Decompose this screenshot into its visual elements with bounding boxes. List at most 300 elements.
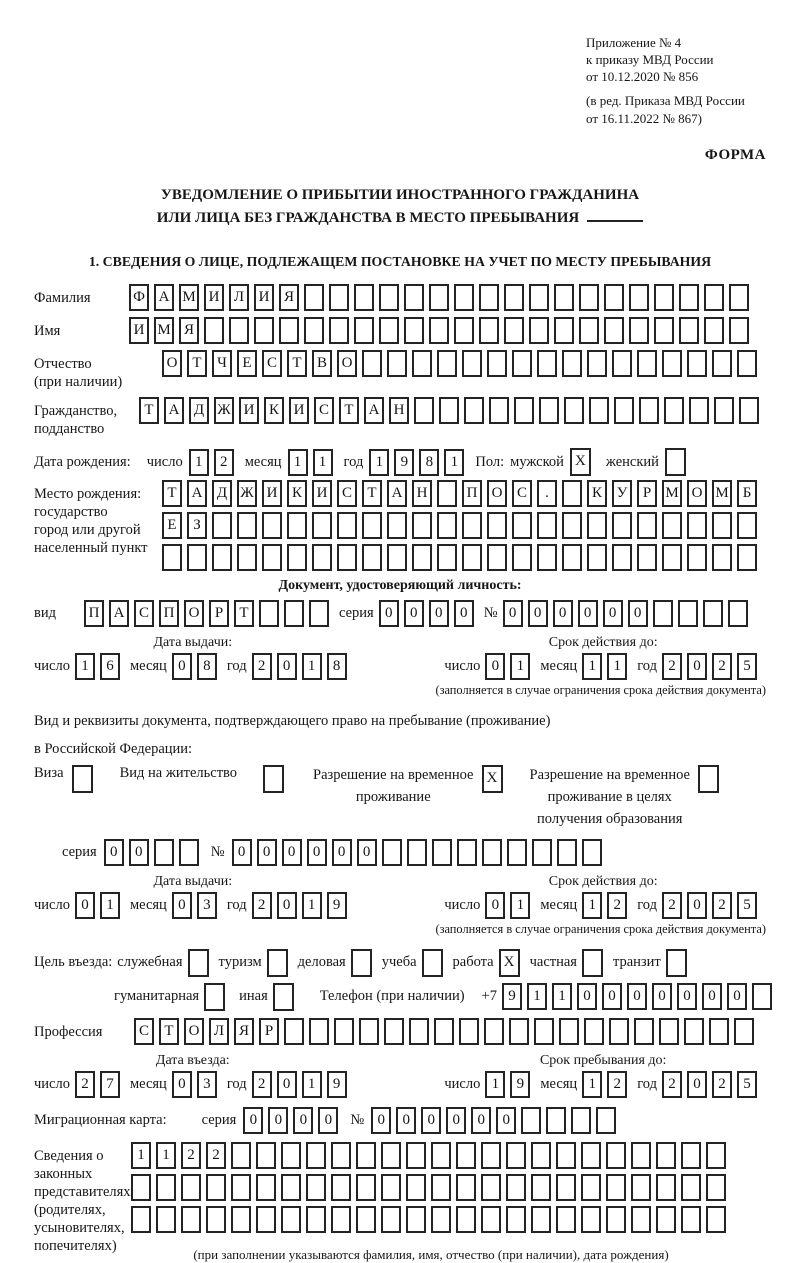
form-cell[interactable] xyxy=(431,1142,451,1169)
form-cell[interactable]: С xyxy=(262,350,282,377)
form-cell[interactable]: 2 xyxy=(607,1071,627,1098)
form-cell[interactable] xyxy=(684,1018,704,1045)
form-cell[interactable] xyxy=(379,284,399,311)
form-cell[interactable] xyxy=(431,1206,451,1233)
form-cell[interactable]: 8 xyxy=(419,449,439,476)
form-cell[interactable] xyxy=(331,1206,351,1233)
form-cell[interactable] xyxy=(362,350,382,377)
form-cell[interactable]: Т xyxy=(339,397,359,424)
form-cell[interactable] xyxy=(481,1206,501,1233)
form-cell[interactable]: К xyxy=(287,480,307,507)
form-cell[interactable]: 2 xyxy=(662,892,682,919)
form-cell[interactable]: А xyxy=(364,397,384,424)
form-cell[interactable] xyxy=(539,397,559,424)
form-cell[interactable] xyxy=(309,1018,329,1045)
form-cell[interactable]: 0 xyxy=(687,653,707,680)
form-cell[interactable]: Р xyxy=(637,480,657,507)
form-cell[interactable] xyxy=(596,1107,616,1134)
form-cell[interactable] xyxy=(432,839,452,866)
form-cell[interactable]: 1 xyxy=(552,983,572,1010)
form-cell[interactable]: А xyxy=(164,397,184,424)
form-cell[interactable] xyxy=(407,839,427,866)
form-cell[interactable] xyxy=(704,317,724,344)
form-cell[interactable] xyxy=(387,350,407,377)
form-cell[interactable] xyxy=(679,317,699,344)
form-cell[interactable]: 0 xyxy=(277,892,297,919)
form-cell[interactable] xyxy=(662,544,682,571)
checkbox-cell[interactable] xyxy=(273,983,294,1011)
form-cell[interactable] xyxy=(464,397,484,424)
form-cell[interactable]: Т xyxy=(187,350,207,377)
form-cell[interactable] xyxy=(604,317,624,344)
form-cell[interactable] xyxy=(204,317,224,344)
form-cell[interactable] xyxy=(306,1142,326,1169)
form-cell[interactable]: Л xyxy=(229,284,249,311)
form-cell[interactable]: С xyxy=(134,1018,154,1045)
form-cell[interactable]: 0 xyxy=(257,839,277,866)
form-cell[interactable] xyxy=(579,317,599,344)
form-cell[interactable] xyxy=(506,1142,526,1169)
form-cell[interactable] xyxy=(509,1018,529,1045)
form-cell[interactable] xyxy=(406,1142,426,1169)
form-cell[interactable]: Д xyxy=(212,480,232,507)
form-cell[interactable] xyxy=(414,397,434,424)
form-cell[interactable]: 1 xyxy=(288,449,308,476)
form-cell[interactable] xyxy=(312,512,332,539)
form-cell[interactable]: Т xyxy=(162,480,182,507)
form-cell[interactable] xyxy=(737,350,757,377)
checkbox-cell[interactable] xyxy=(698,765,719,793)
form-cell[interactable] xyxy=(406,1174,426,1201)
form-cell[interactable]: 9 xyxy=(327,1071,347,1098)
form-cell[interactable]: И xyxy=(289,397,309,424)
form-cell[interactable] xyxy=(181,1174,201,1201)
form-cell[interactable] xyxy=(404,317,424,344)
form-cell[interactable]: А xyxy=(187,480,207,507)
form-cell[interactable] xyxy=(181,1206,201,1233)
form-cell[interactable] xyxy=(439,397,459,424)
form-cell[interactable] xyxy=(681,1142,701,1169)
form-cell[interactable] xyxy=(664,397,684,424)
form-cell[interactable] xyxy=(279,317,299,344)
form-cell[interactable]: Е xyxy=(237,350,257,377)
form-cell[interactable] xyxy=(434,1018,454,1045)
form-cell[interactable]: 0 xyxy=(129,839,149,866)
form-cell[interactable] xyxy=(564,397,584,424)
form-cell[interactable]: 0 xyxy=(603,600,623,627)
form-cell[interactable] xyxy=(454,317,474,344)
form-cell[interactable] xyxy=(739,397,759,424)
form-cell[interactable]: Ж xyxy=(214,397,234,424)
form-cell[interactable] xyxy=(556,1174,576,1201)
form-cell[interactable] xyxy=(206,1206,226,1233)
form-cell[interactable]: 2 xyxy=(712,653,732,680)
form-cell[interactable] xyxy=(387,512,407,539)
form-cell[interactable]: 1 xyxy=(510,653,530,680)
form-cell[interactable] xyxy=(384,1018,404,1045)
form-cell[interactable] xyxy=(479,317,499,344)
form-cell[interactable]: 1 xyxy=(510,892,530,919)
form-cell[interactable] xyxy=(404,284,424,311)
form-cell[interactable]: 1 xyxy=(302,653,322,680)
checkbox-cell[interactable] xyxy=(72,765,93,793)
form-cell[interactable]: 2 xyxy=(252,1071,272,1098)
form-cell[interactable]: 3 xyxy=(197,1071,217,1098)
form-cell[interactable] xyxy=(156,1174,176,1201)
form-cell[interactable] xyxy=(634,1018,654,1045)
form-cell[interactable] xyxy=(629,284,649,311)
form-cell[interactable]: 0 xyxy=(446,1107,466,1134)
form-cell[interactable] xyxy=(687,512,707,539)
form-cell[interactable] xyxy=(589,397,609,424)
form-cell[interactable] xyxy=(679,284,699,311)
form-cell[interactable] xyxy=(331,1174,351,1201)
form-cell[interactable] xyxy=(284,600,304,627)
form-cell[interactable]: 1 xyxy=(100,892,120,919)
form-cell[interactable] xyxy=(256,1174,276,1201)
form-cell[interactable] xyxy=(359,1018,379,1045)
form-cell[interactable] xyxy=(504,317,524,344)
form-cell[interactable] xyxy=(606,1174,626,1201)
form-cell[interactable] xyxy=(481,1174,501,1201)
form-cell[interactable] xyxy=(287,512,307,539)
form-cell[interactable]: 2 xyxy=(607,892,627,919)
form-cell[interactable] xyxy=(454,284,474,311)
form-cell[interactable] xyxy=(154,839,174,866)
form-cell[interactable]: 1 xyxy=(582,1071,602,1098)
form-cell[interactable]: 0 xyxy=(293,1107,313,1134)
form-cell[interactable] xyxy=(406,1206,426,1233)
form-cell[interactable] xyxy=(487,544,507,571)
form-cell[interactable] xyxy=(429,317,449,344)
form-cell[interactable] xyxy=(584,1018,604,1045)
form-cell[interactable] xyxy=(506,1174,526,1201)
form-cell[interactable]: З xyxy=(187,512,207,539)
form-cell[interactable]: Т xyxy=(159,1018,179,1045)
form-cell[interactable] xyxy=(437,480,457,507)
form-cell[interactable]: 0 xyxy=(485,653,505,680)
form-cell[interactable] xyxy=(437,544,457,571)
form-cell[interactable]: 0 xyxy=(404,600,424,627)
form-cell[interactable]: Д xyxy=(189,397,209,424)
form-cell[interactable] xyxy=(614,397,634,424)
form-cell[interactable]: П xyxy=(84,600,104,627)
form-cell[interactable] xyxy=(512,512,532,539)
form-cell[interactable] xyxy=(529,317,549,344)
form-cell[interactable] xyxy=(489,397,509,424)
form-cell[interactable] xyxy=(604,284,624,311)
form-cell[interactable] xyxy=(281,1206,301,1233)
form-cell[interactable]: А xyxy=(109,600,129,627)
form-cell[interactable]: 0 xyxy=(104,839,124,866)
form-cell[interactable] xyxy=(537,512,557,539)
form-cell[interactable] xyxy=(752,983,772,1010)
form-cell[interactable]: 2 xyxy=(712,892,732,919)
form-cell[interactable]: 5 xyxy=(737,892,757,919)
form-cell[interactable] xyxy=(354,317,374,344)
form-cell[interactable] xyxy=(287,544,307,571)
form-cell[interactable]: 9 xyxy=(394,449,414,476)
form-cell[interactable]: Т xyxy=(139,397,159,424)
form-cell[interactable]: 1 xyxy=(131,1142,151,1169)
checkbox-cell[interactable] xyxy=(665,448,686,476)
form-cell[interactable] xyxy=(656,1142,676,1169)
form-cell[interactable] xyxy=(587,350,607,377)
form-cell[interactable]: 1 xyxy=(302,1071,322,1098)
form-cell[interactable] xyxy=(556,1142,576,1169)
form-cell[interactable] xyxy=(281,1142,301,1169)
form-cell[interactable] xyxy=(256,1206,276,1233)
form-cell[interactable]: 2 xyxy=(75,1071,95,1098)
form-cell[interactable] xyxy=(462,350,482,377)
form-cell[interactable]: И xyxy=(239,397,259,424)
form-cell[interactable] xyxy=(331,1142,351,1169)
checkbox-cell[interactable]: X xyxy=(570,448,591,476)
form-cell[interactable] xyxy=(654,284,674,311)
form-cell[interactable]: У xyxy=(612,480,632,507)
form-cell[interactable]: 2 xyxy=(662,653,682,680)
form-cell[interactable]: 0 xyxy=(687,892,707,919)
form-cell[interactable] xyxy=(412,350,432,377)
form-cell[interactable]: 2 xyxy=(206,1142,226,1169)
form-cell[interactable]: Н xyxy=(412,480,432,507)
form-cell[interactable]: Н xyxy=(389,397,409,424)
form-cell[interactable] xyxy=(562,544,582,571)
form-cell[interactable]: 0 xyxy=(277,1071,297,1098)
form-cell[interactable] xyxy=(729,284,749,311)
form-cell[interactable]: 1 xyxy=(607,653,627,680)
form-cell[interactable] xyxy=(304,284,324,311)
form-cell[interactable]: 0 xyxy=(421,1107,441,1134)
form-cell[interactable] xyxy=(729,317,749,344)
form-cell[interactable] xyxy=(262,544,282,571)
form-cell[interactable]: О xyxy=(184,1018,204,1045)
form-cell[interactable] xyxy=(206,1174,226,1201)
form-cell[interactable] xyxy=(689,397,709,424)
form-cell[interactable] xyxy=(637,544,657,571)
form-cell[interactable] xyxy=(712,512,732,539)
form-cell[interactable]: 0 xyxy=(652,983,672,1010)
form-cell[interactable]: 0 xyxy=(172,1071,192,1098)
form-cell[interactable] xyxy=(131,1206,151,1233)
form-cell[interactable] xyxy=(531,1142,551,1169)
form-cell[interactable]: 0 xyxy=(702,983,722,1010)
form-cell[interactable] xyxy=(581,1142,601,1169)
form-cell[interactable]: Ж xyxy=(237,480,257,507)
form-cell[interactable]: 8 xyxy=(327,653,347,680)
form-cell[interactable]: М xyxy=(179,284,199,311)
form-cell[interactable] xyxy=(562,350,582,377)
form-cell[interactable]: Т xyxy=(362,480,382,507)
form-cell[interactable]: М xyxy=(712,480,732,507)
form-cell[interactable]: 1 xyxy=(485,1071,505,1098)
form-cell[interactable]: 1 xyxy=(444,449,464,476)
form-cell[interactable] xyxy=(231,1206,251,1233)
form-cell[interactable] xyxy=(437,512,457,539)
form-cell[interactable]: . xyxy=(537,480,557,507)
form-cell[interactable]: 0 xyxy=(172,892,192,919)
form-cell[interactable] xyxy=(179,839,199,866)
form-cell[interactable] xyxy=(507,839,527,866)
form-cell[interactable]: Е xyxy=(162,512,182,539)
form-cell[interactable]: 0 xyxy=(454,600,474,627)
form-cell[interactable] xyxy=(412,544,432,571)
form-cell[interactable] xyxy=(212,512,232,539)
form-cell[interactable]: 0 xyxy=(307,839,327,866)
form-cell[interactable]: 0 xyxy=(577,983,597,1010)
form-cell[interactable] xyxy=(354,284,374,311)
form-cell[interactable] xyxy=(456,1142,476,1169)
form-cell[interactable] xyxy=(131,1174,151,1201)
form-cell[interactable]: П xyxy=(462,480,482,507)
form-cell[interactable]: 0 xyxy=(687,1071,707,1098)
form-cell[interactable]: 1 xyxy=(582,653,602,680)
form-cell[interactable] xyxy=(382,839,402,866)
form-cell[interactable]: Ч xyxy=(212,350,232,377)
form-cell[interactable]: С xyxy=(314,397,334,424)
form-cell[interactable] xyxy=(704,284,724,311)
form-cell[interactable]: Т xyxy=(234,600,254,627)
form-cell[interactable] xyxy=(356,1206,376,1233)
form-cell[interactable] xyxy=(562,480,582,507)
form-cell[interactable] xyxy=(281,1174,301,1201)
form-cell[interactable] xyxy=(387,544,407,571)
form-cell[interactable] xyxy=(504,284,524,311)
form-cell[interactable]: 9 xyxy=(502,983,522,1010)
form-cell[interactable] xyxy=(709,1018,729,1045)
form-cell[interactable] xyxy=(254,317,274,344)
form-cell[interactable] xyxy=(306,1174,326,1201)
form-cell[interactable] xyxy=(556,1206,576,1233)
form-cell[interactable] xyxy=(481,1142,501,1169)
checkbox-cell[interactable] xyxy=(666,949,687,977)
form-cell[interactable] xyxy=(334,1018,354,1045)
form-cell[interactable]: 0 xyxy=(627,983,647,1010)
form-cell[interactable]: И xyxy=(254,284,274,311)
form-cell[interactable] xyxy=(579,284,599,311)
form-cell[interactable] xyxy=(631,1206,651,1233)
form-cell[interactable] xyxy=(559,1018,579,1045)
form-cell[interactable] xyxy=(306,1206,326,1233)
form-cell[interactable]: 0 xyxy=(496,1107,516,1134)
form-cell[interactable] xyxy=(703,600,723,627)
form-cell[interactable] xyxy=(587,512,607,539)
form-cell[interactable]: 5 xyxy=(737,1071,757,1098)
form-cell[interactable]: И xyxy=(129,317,149,344)
form-cell[interactable] xyxy=(514,397,534,424)
form-cell[interactable]: Я xyxy=(279,284,299,311)
form-cell[interactable] xyxy=(487,350,507,377)
form-cell[interactable]: 2 xyxy=(252,892,272,919)
form-cell[interactable]: 0 xyxy=(75,892,95,919)
form-cell[interactable] xyxy=(587,544,607,571)
form-cell[interactable] xyxy=(581,1174,601,1201)
form-cell[interactable] xyxy=(156,1206,176,1233)
form-cell[interactable]: 2 xyxy=(712,1071,732,1098)
form-cell[interactable]: О xyxy=(184,600,204,627)
form-cell[interactable]: И xyxy=(312,480,332,507)
form-cell[interactable] xyxy=(712,544,732,571)
form-cell[interactable]: О xyxy=(337,350,357,377)
form-cell[interactable] xyxy=(329,317,349,344)
form-cell[interactable]: П xyxy=(159,600,179,627)
form-cell[interactable]: 0 xyxy=(628,600,648,627)
form-cell[interactable]: А xyxy=(387,480,407,507)
form-cell[interactable]: 2 xyxy=(662,1071,682,1098)
form-cell[interactable] xyxy=(662,350,682,377)
form-cell[interactable] xyxy=(231,1174,251,1201)
form-cell[interactable] xyxy=(484,1018,504,1045)
form-cell[interactable] xyxy=(429,284,449,311)
form-cell[interactable]: 0 xyxy=(528,600,548,627)
form-cell[interactable] xyxy=(637,350,657,377)
form-cell[interactable] xyxy=(187,544,207,571)
form-cell[interactable]: 1 xyxy=(302,892,322,919)
form-cell[interactable] xyxy=(309,600,329,627)
form-cell[interactable] xyxy=(714,397,734,424)
form-cell[interactable] xyxy=(606,1142,626,1169)
form-cell[interactable]: 1 xyxy=(369,449,389,476)
form-cell[interactable] xyxy=(337,544,357,571)
form-cell[interactable] xyxy=(728,600,748,627)
form-cell[interactable]: 2 xyxy=(252,653,272,680)
form-cell[interactable] xyxy=(681,1206,701,1233)
form-cell[interactable]: И xyxy=(204,284,224,311)
form-cell[interactable]: 9 xyxy=(510,1071,530,1098)
form-cell[interactable] xyxy=(737,512,757,539)
form-cell[interactable] xyxy=(609,1018,629,1045)
form-cell[interactable] xyxy=(537,350,557,377)
form-cell[interactable]: 0 xyxy=(396,1107,416,1134)
form-cell[interactable]: С xyxy=(337,480,357,507)
form-cell[interactable]: 1 xyxy=(189,449,209,476)
form-cell[interactable] xyxy=(654,317,674,344)
form-cell[interactable] xyxy=(457,839,477,866)
form-cell[interactable] xyxy=(653,600,673,627)
form-cell[interactable] xyxy=(606,1206,626,1233)
form-cell[interactable] xyxy=(237,512,257,539)
form-cell[interactable] xyxy=(712,350,732,377)
form-cell[interactable] xyxy=(534,1018,554,1045)
checkbox-cell[interactable] xyxy=(351,949,372,977)
form-cell[interactable]: 2 xyxy=(181,1142,201,1169)
checkbox-cell[interactable] xyxy=(267,949,288,977)
form-cell[interactable]: А xyxy=(154,284,174,311)
form-cell[interactable] xyxy=(537,544,557,571)
form-cell[interactable]: 3 xyxy=(197,892,217,919)
form-cell[interactable] xyxy=(409,1018,429,1045)
form-cell[interactable] xyxy=(529,284,549,311)
form-cell[interactable] xyxy=(678,600,698,627)
form-cell[interactable] xyxy=(329,284,349,311)
form-cell[interactable] xyxy=(734,1018,754,1045)
form-cell[interactable]: О xyxy=(487,480,507,507)
form-cell[interactable]: 0 xyxy=(379,600,399,627)
form-cell[interactable]: О xyxy=(162,350,182,377)
form-cell[interactable]: 0 xyxy=(232,839,252,866)
form-cell[interactable]: 0 xyxy=(485,892,505,919)
checkbox-cell[interactable] xyxy=(422,949,443,977)
form-cell[interactable]: 0 xyxy=(553,600,573,627)
form-cell[interactable] xyxy=(459,1018,479,1045)
form-cell[interactable] xyxy=(656,1206,676,1233)
form-cell[interactable] xyxy=(304,317,324,344)
form-cell[interactable]: 0 xyxy=(578,600,598,627)
form-cell[interactable] xyxy=(162,544,182,571)
form-cell[interactable]: 9 xyxy=(327,892,347,919)
form-cell[interactable] xyxy=(521,1107,541,1134)
form-cell[interactable]: 0 xyxy=(282,839,302,866)
